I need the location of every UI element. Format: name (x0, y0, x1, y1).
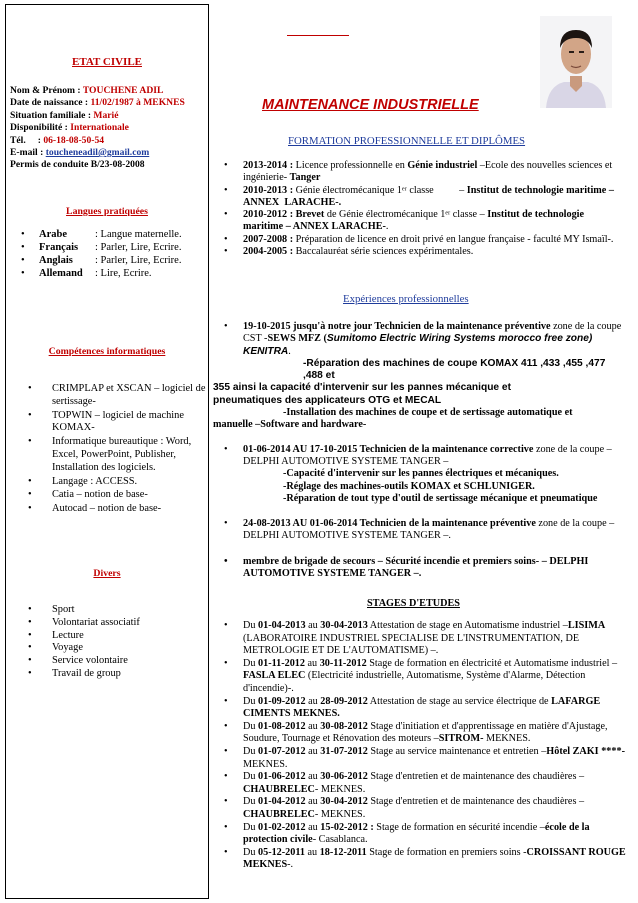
task-line: 355 ainsi la capacité d'intervenir sur les pannes mécanique et (213, 382, 511, 394)
item-bold: Sumitomo Electric Wiring Systems morocco free zone) KENITRA (243, 333, 593, 357)
skill-text: Autocad – notion de base- (52, 503, 162, 515)
item-date: 30-04-2012 (320, 796, 368, 808)
item-text: Du (243, 745, 258, 757)
item-date: 2013-2014 : (243, 160, 294, 171)
item-text: zone de la coupe – DELPHI AUTOMOTIVE SYSTEME TANGER –. (243, 518, 615, 542)
language-level: : Parler, Lire, Ecrire. (95, 255, 182, 266)
list-item: • Du 01-04-2013 au 30-04-2013 Attestation de stage en Automatisme industriel –LISIMA (LABORATOIRE INDUSTRIEL SPECIALISE DE L'INSTRUMENTATION, DE METROLOGIE ET DE L'AUTOMATISME) –. (224, 620, 606, 657)
misc-text: Lecture (52, 629, 84, 641)
item-bold: CHAUBRELEC (243, 808, 315, 820)
item-text: au (304, 846, 320, 858)
item-date: 31-07-2012 (320, 745, 368, 757)
language-level: : Langue maternelle. (95, 229, 182, 240)
language-name: Arabe (39, 229, 67, 240)
item-text: Du (243, 620, 258, 631)
list-item: • 19-10-2015 jusqu'à notre jour Technicien de la maintenance préventive zone de la coupe CST -SEWS MFZ (Sumitomo Electric Wiring Systems morocco free zone) KENITRA. (224, 321, 622, 357)
sidebar (5, 4, 209, 899)
item-text: Génie électromécanique 1ᵉʳ classe – (293, 184, 467, 196)
item-date: 01-02-2012 (258, 821, 306, 833)
item-text: -. (287, 859, 294, 871)
civil-value: 11/02/1987 à MEKNES (90, 97, 185, 109)
list-item: • Du 01-06-2012 au 30-06-2012 Stage d'entretien et de maintenance des chaudières – CHAUBRELEC- MEKNES. (224, 771, 585, 795)
item-text: Du (243, 846, 258, 858)
civil-value: TOUCHENE ADIL (82, 85, 164, 96)
skill-text: TOPWIN – logiciel de machine KOMAX- (52, 409, 184, 434)
item-text: Du (243, 771, 258, 783)
civil-label: Permis de conduite B/23-08-2008 (10, 159, 145, 171)
item-text: Stage d'initiation et d'apprentissage en matière d'Ajustage, Soudure, Tournage et Rénovation des moteurs – (243, 720, 608, 745)
civil-line (10, 122, 208, 134)
experience-title: Expériences professionnelles (343, 293, 469, 305)
item-bold: Tanger (289, 172, 321, 184)
item-text: Stage de formation en sécurité incendie – (373, 821, 545, 833)
item-text: Du (243, 657, 258, 669)
item-text: Stage d'entretien et de maintenance des chaudières – (367, 796, 585, 808)
task-line: -Réparation des machines de coupe KOMAX 411 ,433 ,455 ,477 ,488 et (303, 357, 606, 382)
languages-list (21, 228, 207, 280)
task-line: -Capacité d'intervenir sur les pannes électriques et mécaniques. (283, 468, 559, 480)
civil-line (10, 135, 208, 147)
etat-civil-title: ETAT CIVILE (72, 56, 142, 68)
language-level: : Parler, Lire, Ecrire. (95, 242, 182, 253)
task-line: pneumatiques des applicateurs OTG et MECAL (213, 394, 442, 406)
item-text: zone de la coupe – DELPHI AUTOMOTIVE SYSTEME TANGER – (243, 443, 612, 467)
item-bold: CROISSANT ROUGE MEKNES (243, 846, 626, 871)
stages-list (221, 620, 626, 872)
item-date: 2010-2013 : (243, 184, 294, 196)
item-text: (Electricité industrielle, Automatisme, Système d'Alarme, Détection d'incendie)-. (243, 670, 586, 694)
item-text: Stage d'entretien et de maintenance des chaudières – (367, 771, 585, 783)
item-text: au (305, 796, 321, 808)
item-bold: Institut de technologie maritime – ANNEX LARACHE- (243, 209, 585, 233)
civil-label: Situation familiale : (10, 109, 94, 121)
civil-label: Date de naissance : (10, 97, 91, 109)
top-divider (287, 35, 349, 36)
list-item: • Du 01-07-2012 au 31-07-2012 Stage au service maintenance et entretien –Hôtel ZAKI ****- MEKNES. (224, 745, 625, 770)
item-date: 2010-2012 : Brevet (243, 209, 325, 221)
civil-value: Marié (93, 109, 119, 121)
list-item: • 2007-2008 : Préparation de licence en droit privé en langue française - faculté MY Ismaïl-. (224, 233, 614, 245)
list-item: • 2010-2013 : Génie électromécanique 1ᵉʳ classe – Institut de technologie maritime – ANNEX LARACHE-. (224, 184, 616, 208)
list-item: • Catia – notion de base- (28, 489, 210, 502)
list-item: • CRIMPLAP et XSCAN – logiciel de sertissage- (28, 383, 210, 409)
civil-label: Nom & Prénom : (10, 85, 83, 96)
item-text: –Ecole des nouvelles sciences et ingénierie- (243, 160, 613, 184)
item-text: Stage de formation en premiers soins - (366, 846, 527, 858)
list-item: • Anglais : Parler, Lire, Ecrire. (29, 254, 207, 267)
item-bold: école de la protection civile (243, 821, 590, 846)
list-item: • 2013-2014 : Licence professionnelle en Génie industriel –Ecole des nouvelles sciences et ingénierie- Tanger (224, 160, 613, 184)
item-text: Licence professionnelle en (293, 160, 408, 171)
item-text: . (288, 345, 291, 357)
list-item: • Du 01-09-2012 au 28-09-2012 Attestation de stage au service électrique de LAFARGE CIMENTS MEKNES. (224, 695, 601, 720)
language-name: Allemand (39, 268, 83, 279)
list-item: • 01-06-2014 AU 17-10-2015 Technicien de la maintenance corrective zone de la coupe – DELPHI AUTOMOTIVE SYSTEME TANGER – (224, 443, 612, 467)
item-date: 15-02-2012 : (320, 821, 374, 833)
language-name: Anglais (39, 255, 73, 266)
list-item: • Du 01-02-2012 au 15-02-2012 : Stage de formation en sécurité incendie –école de la protection civile- Casablanca. (224, 821, 590, 846)
item-text: au (305, 695, 321, 707)
item-bold: 24-08-2013 AU 01-06-2014 Technicien de la maintenance préventive (243, 518, 536, 530)
task-line: -Installation des machines de coupe et de sertissage automatique et (283, 407, 573, 419)
list-item: • Autocad – notion de base- (28, 503, 210, 516)
item-date: 2007-2008 : (243, 233, 294, 245)
language-level: : Lire, Ecrire. (95, 268, 152, 279)
item-date: 01-11-2012 (258, 657, 305, 669)
item-bold: 01-06-2014 AU 17-10-2015 Technicien de la maintenance corrective (243, 443, 534, 455)
formation-title: FORMATION PROFESSIONNELLE ET DIPLÔMES (288, 135, 526, 147)
computer-skills-title: Compétences informatiques (48, 346, 166, 357)
misc-list (28, 604, 210, 681)
misc-text: Volontariat associatif (52, 616, 140, 628)
list-item: • Travail de group (28, 668, 210, 681)
item-date: 01-08-2012 (258, 720, 306, 732)
item-date: 30-04-2013 (320, 620, 368, 631)
item-text: membre de brigade de secours – Sécurité incendie et premiers soins- – DELPHI AUTOMOTIVE SYSTEME TANGER –. (243, 555, 589, 580)
item-text: . (385, 221, 389, 233)
item-text: Du (243, 720, 258, 732)
misc-text: Voyage (52, 642, 83, 654)
misc-title: Divers (93, 568, 121, 579)
item-text: Du (243, 796, 258, 808)
item-text: Préparation de licence en droit privé en langue française - faculté MY Ismaïl-. (293, 233, 614, 245)
civil-line (10, 159, 208, 171)
item-bold: FASLA ELEC (243, 670, 306, 682)
item-text: au (305, 745, 321, 757)
item-text: au (305, 771, 321, 783)
list-item: • Service volontaire (28, 655, 210, 668)
list-item: • Voyage (28, 642, 210, 655)
profile-photo (540, 16, 612, 108)
civil-value: Internationale (70, 122, 129, 134)
item-text: MEKNES. (243, 758, 288, 770)
list-item: • TOPWIN – logiciel de machine KOMAX- (28, 410, 210, 436)
list-item: • Du 01-04-2012 au 30-04-2012 Stage d'entretien et de maintenance des chaudières – CHAUBRELEC- MEKNES. (224, 796, 585, 820)
item-date: 30-06-2012 (320, 771, 368, 783)
list-item: • Langage : ACCESS. (28, 476, 210, 489)
item-text: de Génie électromécanique 1ᵉʳ classe – (324, 209, 488, 221)
list-item: • Français : Parler, Lire, Ecrire. (29, 241, 207, 254)
item-bold: LAFARGE CIMENTS MEKNES. (243, 695, 601, 720)
item-text: au (305, 821, 321, 833)
task-line: -Réglage des machines-outils KOMAX et SCHLUNIGER. (283, 480, 535, 492)
item-date: 01-09-2012 (258, 695, 306, 707)
item-date: 01-07-2012 (258, 745, 306, 757)
list-item: • Lecture (28, 630, 210, 643)
list-item: • Informatique bureautique : Word, Excel, PowerPoint, Publisher, Installation des logiciels. (28, 436, 210, 474)
item-date: 30-08-2012 (320, 720, 368, 732)
item-date: 01-04-2013 (258, 620, 306, 631)
item-text: zone de la coupe CST - (243, 321, 622, 345)
formation-list (221, 160, 626, 258)
misc-text: Sport (52, 604, 75, 615)
item-text: Baccalauréat série sciences expérimentales. (293, 246, 474, 258)
item-text: au (304, 657, 320, 669)
item-bold: LISIMA (567, 620, 606, 631)
list-item: • membre de brigade de secours – Sécurité incendie et premiers soins- – DELPHI AUTOMOTIVE SYSTEME TANGER –. (224, 555, 589, 580)
list-item: • Arabe : Langue maternelle. (29, 228, 207, 241)
misc-text: Service volontaire (52, 655, 128, 667)
item-bold: Génie industriel (407, 160, 478, 171)
computer-skills-list (28, 383, 210, 517)
item-bold: SITROM- (438, 733, 484, 745)
civil-value: 06-18-08-50-54 (43, 134, 105, 146)
item-date: 05-12-2011 (258, 846, 305, 858)
item-text: (LABORATOIRE INDUSTRIEL SPECIALISE DE L'INSTRUMENTATION, DE METROLOGIE ET DE L'AUTOMATISME) –. (243, 632, 580, 657)
item-text: - MEKNES. (314, 783, 366, 795)
civil-line (10, 85, 208, 97)
item-bold: CHAUBRELEC (243, 783, 315, 795)
item-date: 30-11-2012 (319, 657, 367, 669)
civil-label: Disponibilité : (10, 122, 71, 134)
language-name: Français (39, 242, 79, 253)
civil-label: Tél. : (10, 134, 44, 146)
item-text: au (305, 720, 321, 732)
item-text: Du (243, 695, 258, 707)
item-text: Stage de formation en électricité et Automatisme industriel – (366, 657, 618, 669)
item-bold: SEWS MFZ ( (267, 333, 327, 345)
list-item: • 2010-2012 : Brevet de Génie électromécanique 1ᵉʳ classe – Institut de technologie maritime – ANNEX LARACHE-. (224, 209, 585, 233)
civil-info (10, 85, 208, 172)
experience-list (213, 321, 626, 580)
civil-line (10, 97, 208, 109)
item-date: 28-09-2012 (320, 695, 368, 707)
civil-line (10, 110, 208, 122)
item-text: au (305, 620, 321, 631)
item-date: 01-04-2012 (258, 796, 306, 808)
list-item: • 24-08-2013 AU 01-06-2014 Technicien de la maintenance préventive zone de la coupe – DELPHI AUTOMOTIVE SYSTEME TANGER –. (224, 518, 615, 542)
list-item: • Volontariat associatif (28, 617, 210, 630)
list-item: • Du 05-12-2011 au 18-12-2011 Stage de formation en premiers soins -CROISSANT ROUGE MEKNES-. (224, 846, 626, 871)
list-item: • Allemand : Lire, Ecrire. (29, 267, 207, 280)
task-line: -Réparation de tout type d'outil de sertissage mécanique et pneumatique (283, 492, 598, 504)
skill-text: Langage : ACCESS. (52, 475, 138, 487)
item-text: Stage au service maintenance et entretien – (367, 745, 547, 757)
email-link[interactable]: toucheneadil@gmail.com (45, 147, 150, 159)
item-date: 01-06-2012 (258, 771, 306, 783)
list-item: • 2004-2005 : Baccalauréat série sciences expérimentales. (224, 246, 474, 258)
item-text: Du (243, 821, 258, 833)
misc-text: Travail de group (52, 667, 121, 679)
item-text: - MEKNES. (314, 808, 366, 820)
item-text: Attestation de stage au service électrique de (367, 695, 552, 707)
job-title: MAINTENANCE INDUSTRIELLE (262, 97, 479, 113)
skill-text: Catia – notion de base- (52, 489, 148, 501)
item-bold: 19-10-2015 jusqu'à notre jour Technicien de la maintenance préventive (243, 321, 551, 332)
skill-text: CRIMPLAP et XSCAN – logiciel de sertissage- (52, 383, 206, 407)
item-text: MEKNES. (483, 733, 531, 745)
list-item: • Du 01-11-2012 au 30-11-2012 Stage de formation en électricité et Automatisme industriel –FASLA ELEC (Electricité industrielle, Automatisme, Système d'Alarme, Détection d'incendie)-. (224, 657, 618, 694)
item-text: Attestation de stage en Automatisme industriel – (367, 620, 568, 631)
list-item: • Sport (28, 604, 210, 617)
skill-text: Informatique bureautique : Word, Excel, PowerPoint, Publisher, Installation des logiciels. (52, 436, 192, 473)
civil-line (10, 147, 208, 159)
list-item: • Du 01-08-2012 au 30-08-2012 Stage d'initiation et d'apprentissage en matière d'Ajustage, Soudure, Tournage et Rénovation des moteurs –SITROM- MEKNES. (224, 720, 608, 745)
stages-title: STAGES D'ETUDES (367, 598, 460, 609)
civil-label: E-mail : (10, 147, 46, 159)
task-line: manuelle –Software and hardware- (213, 419, 367, 431)
item-date: 2004-2005 : (243, 246, 294, 258)
item-text: - Casablanca. (312, 834, 368, 846)
item-bold: Institut de technologie maritime – ANNEX LARACHE-. (243, 184, 616, 208)
item-bold: Hôtel ZAKI ****- (546, 745, 625, 757)
item-date: 18-12-2011 (319, 846, 367, 858)
languages-title: Langues pratiquées (66, 206, 148, 217)
